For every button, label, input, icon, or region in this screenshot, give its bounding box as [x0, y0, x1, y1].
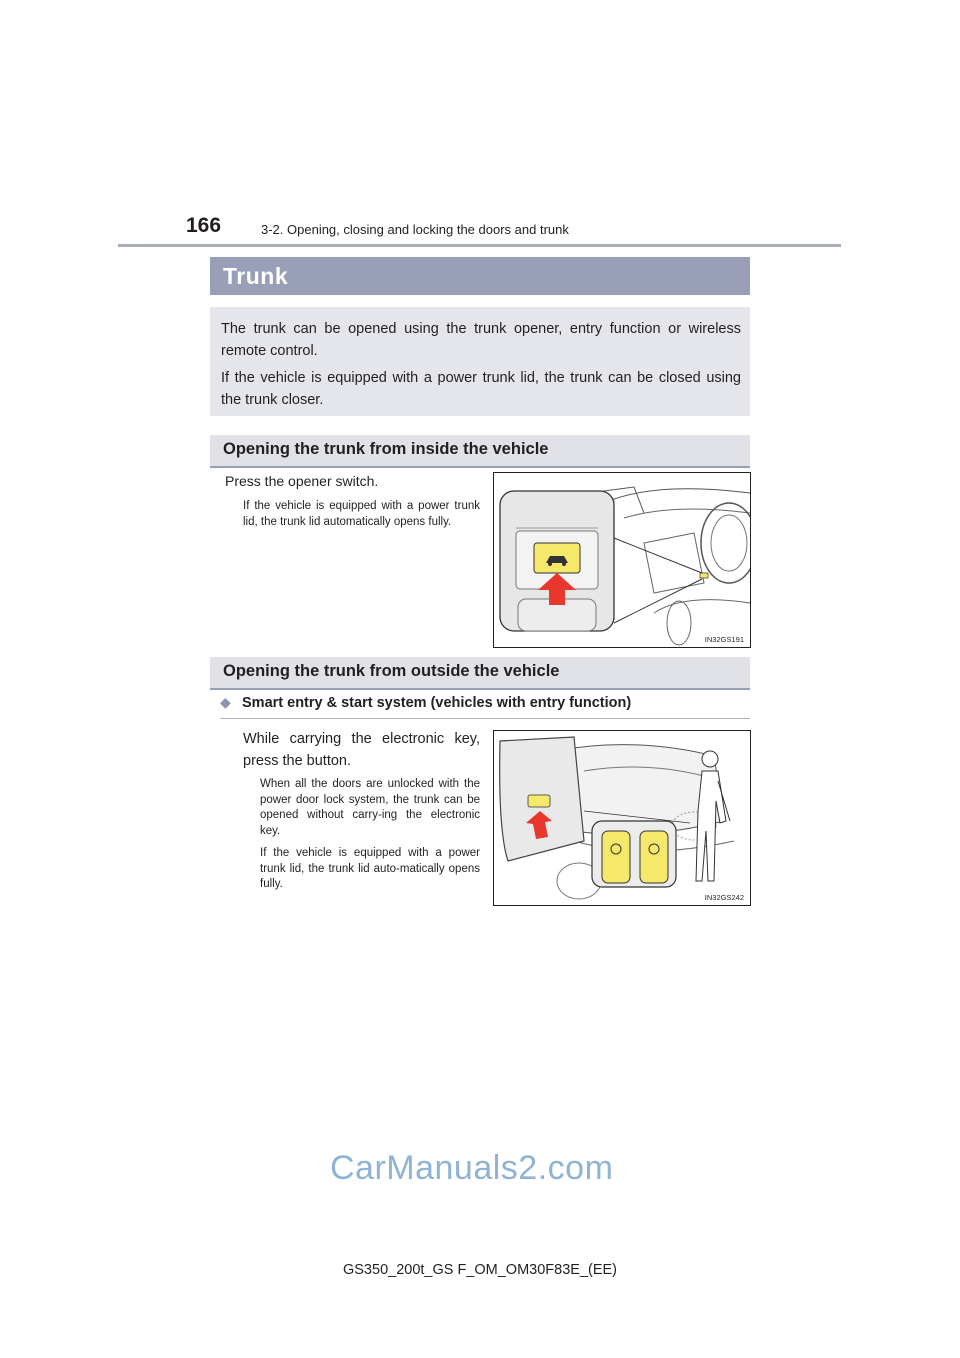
- trunk-button-illustration: [494, 731, 750, 905]
- header-divider: [118, 244, 841, 247]
- page-title-bar: [210, 257, 750, 295]
- note-power-trunk-inside: If the vehicle is equipped with a power trunk lid, the trunk lid automatically opens fully.: [243, 500, 480, 528]
- section-heading-outside: [210, 657, 750, 690]
- intro-box: [210, 307, 750, 416]
- diamond-bullet-icon: ◆: [220, 694, 231, 710]
- note-power-trunk-outside: If the vehicle is equipped with a power trunk lid, the trunk lid auto-matically opens fully.: [260, 847, 480, 890]
- figure-opener-switch: [493, 472, 751, 648]
- subheading-smart-entry: [220, 694, 750, 719]
- note-doors-unlocked: When all the doors are unlocked with the power door lock system, the trunk can be opened without carry-ing the electronic key.: [260, 778, 480, 837]
- intro-paragraph-1: The trunk can be opened using the trunk opener, entry function or wireless remote control.: [221, 321, 741, 359]
- step-press-button: While carrying the electronic key, press the button.: [243, 731, 480, 769]
- section-heading-inside-label: Opening the trunk from inside the vehicle: [223, 440, 549, 458]
- opener-switch-illustration: [494, 473, 750, 647]
- figure-code-2: IN32GS242: [704, 893, 744, 902]
- figure-code-1: IN32GS191: [704, 635, 744, 644]
- subheading-smart-entry-label: Smart entry & start system (vehicles with entry function): [242, 695, 632, 711]
- document-id: GS350_200t_GS F_OM_OM30F83E_(EE): [342, 1262, 618, 1278]
- section-heading-outside-label: Opening the trunk from outside the vehicle: [223, 662, 560, 680]
- page-number: 166: [186, 214, 222, 237]
- figure-trunk-button: [493, 730, 751, 906]
- section-heading-inside: [210, 435, 750, 468]
- step-press-opener: Press the opener switch.: [225, 473, 379, 489]
- watermark-text: CarManuals2.com: [330, 1149, 614, 1187]
- page-title: Trunk: [223, 263, 289, 289]
- intro-paragraph-2: If the vehicle is equipped with a power trunk lid, the trunk can be closed using the trunk closer.: [221, 370, 741, 408]
- section-breadcrumb: 3-2. Opening, closing and locking the doors and trunk: [261, 222, 569, 237]
